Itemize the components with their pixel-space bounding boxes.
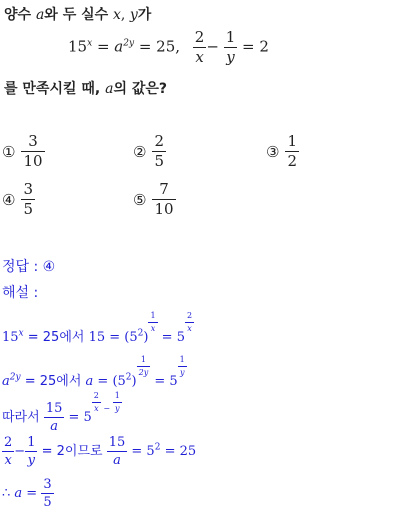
- fraction: [2, 436, 14, 467]
- eq-term: = 5: [157, 330, 185, 345]
- var-a: a: [35, 7, 45, 23]
- fraction-num: 2: [4, 435, 13, 450]
- fraction: [193, 30, 207, 65]
- fraction: [21, 182, 35, 217]
- answer-label: 정답 : ④: [2, 259, 56, 275]
- explanation-step-4: [2, 436, 196, 467]
- eq-sign: −: [206, 37, 219, 56]
- exponent-fraction: [185, 312, 194, 333]
- problem-line-3: [4, 78, 167, 98]
- fraction-den: y: [114, 404, 120, 413]
- explanation-step-3: [2, 392, 122, 433]
- exponent-fraction: [92, 392, 101, 413]
- fraction: [285, 134, 299, 169]
- eq-exponent: 2: [154, 442, 161, 453]
- problem-line-1: [4, 4, 151, 24]
- explanation-step-2: [2, 356, 187, 389]
- exponent-fraction: [148, 312, 157, 333]
- problem-equation: [68, 30, 269, 65]
- eq-exponent: x: [87, 38, 93, 49]
- fraction-num: 3: [23, 180, 33, 198]
- eq-text: = 2이므로: [37, 444, 107, 459]
- therefore-symbol: ∴: [2, 486, 15, 501]
- fraction: [224, 30, 238, 65]
- explanation-step-1: [2, 312, 194, 345]
- exponent-fraction: [137, 356, 151, 377]
- fraction: [25, 436, 37, 467]
- fraction-num: 2: [92, 392, 101, 403]
- eq-text: 따라서: [2, 410, 44, 425]
- eq-exponent: 2y: [9, 372, 21, 383]
- exponent-fraction: [113, 392, 122, 413]
- eq-exponent: 2: [137, 328, 144, 339]
- fraction-num: 2: [154, 132, 164, 150]
- fraction-den: a: [113, 453, 121, 468]
- fraction-den: x: [94, 404, 99, 413]
- fraction-den: x: [150, 324, 156, 333]
- fraction-den: 2y: [138, 368, 149, 377]
- problem-text: 가: [137, 7, 152, 23]
- eq-text: = 25에서: [23, 330, 89, 345]
- problem-text: 양수: [4, 7, 36, 23]
- comma: ,: [120, 7, 130, 23]
- problem-text: 를 만족시킬 때,: [4, 81, 106, 97]
- eq-sign: =: [92, 37, 115, 56]
- eq-sign: =: [22, 486, 42, 501]
- fraction-num: 1: [287, 132, 297, 150]
- eq-sign: −: [14, 444, 26, 459]
- eq-term: 15 = (5: [88, 330, 138, 345]
- fraction-num: 1: [27, 435, 36, 450]
- eq-term: = 5: [64, 410, 92, 425]
- eq-text: = 25에서: [20, 374, 86, 389]
- fraction-den: x: [187, 324, 192, 333]
- fraction-num: 2: [185, 312, 194, 323]
- fraction-num: 15: [108, 435, 126, 450]
- fraction-den: a: [50, 419, 58, 434]
- fraction-den: y: [226, 48, 235, 66]
- choice-3[interactable]: [266, 134, 299, 169]
- fraction-den: 2: [287, 152, 297, 170]
- eq-term: = 5: [150, 374, 178, 389]
- eq-exponent: 2: [125, 372, 132, 383]
- eq-exponent: x: [18, 328, 24, 339]
- eq-term: = 25: [160, 444, 197, 459]
- eq-term: a: [2, 374, 10, 389]
- fraction-num: 7: [152, 182, 175, 200]
- choice-5[interactable]: [133, 182, 176, 217]
- fraction-num: 2: [194, 28, 205, 46]
- choice-mark: ⑤: [133, 190, 147, 209]
- eq-exponent: 2y: [123, 38, 135, 49]
- choice-1[interactable]: [2, 134, 45, 169]
- choice-2[interactable]: [133, 134, 166, 169]
- fraction: [107, 436, 128, 467]
- fraction-den: x: [195, 48, 204, 66]
- fraction-num: 1: [148, 312, 157, 323]
- var-y: y: [129, 7, 138, 23]
- fraction: [44, 402, 65, 433]
- choice-4[interactable]: [2, 182, 35, 217]
- fraction: [21, 134, 44, 169]
- explanation-conclusion: [2, 478, 54, 509]
- problem-text: 와 두 실수: [44, 7, 114, 23]
- eq-term: 15: [2, 330, 19, 345]
- choice-mark: ④: [2, 190, 16, 209]
- fraction-den: 5: [23, 200, 33, 218]
- eq-term: 15: [68, 37, 88, 56]
- fraction: [152, 134, 166, 169]
- eq-term: = (5: [93, 374, 126, 389]
- fraction-den: 5: [154, 152, 164, 170]
- fraction-den: x: [4, 453, 12, 468]
- eq-term: = 25,: [134, 37, 181, 56]
- choice-mark: ①: [2, 142, 16, 161]
- explanation-label: 해설 :: [2, 285, 39, 301]
- fraction-den: 5: [43, 495, 52, 510]
- eq-term: a: [85, 374, 94, 389]
- eq-sign: −: [100, 404, 113, 413]
- var-a: a: [105, 81, 114, 97]
- fraction: [152, 182, 175, 217]
- eq-term: ): [131, 374, 137, 389]
- eq-term: a: [114, 37, 124, 56]
- fraction-den: y: [179, 368, 185, 377]
- exponent-fraction: [178, 356, 187, 377]
- fraction-num: 1: [113, 392, 122, 403]
- fraction-num: 15: [45, 401, 63, 416]
- eq-term: = 2: [242, 37, 269, 56]
- fraction-den: y: [27, 453, 35, 468]
- eq-term: a: [14, 486, 23, 501]
- fraction-den: 10: [154, 200, 174, 218]
- problem-text: 의 값은?: [113, 81, 168, 97]
- fraction: [41, 478, 53, 509]
- fraction-num: 1: [137, 356, 151, 367]
- eq-term: ): [143, 330, 149, 345]
- fraction-num: 1: [178, 356, 187, 367]
- fraction-num: 3: [21, 134, 44, 152]
- fraction-den: 10: [23, 152, 43, 170]
- eq-term: = 5: [127, 444, 155, 459]
- fraction-num: 3: [43, 477, 52, 492]
- var-x: x: [113, 7, 121, 23]
- choice-mark: ③: [266, 142, 280, 161]
- choice-mark: ②: [133, 142, 147, 161]
- fraction-num: 1: [225, 28, 236, 46]
